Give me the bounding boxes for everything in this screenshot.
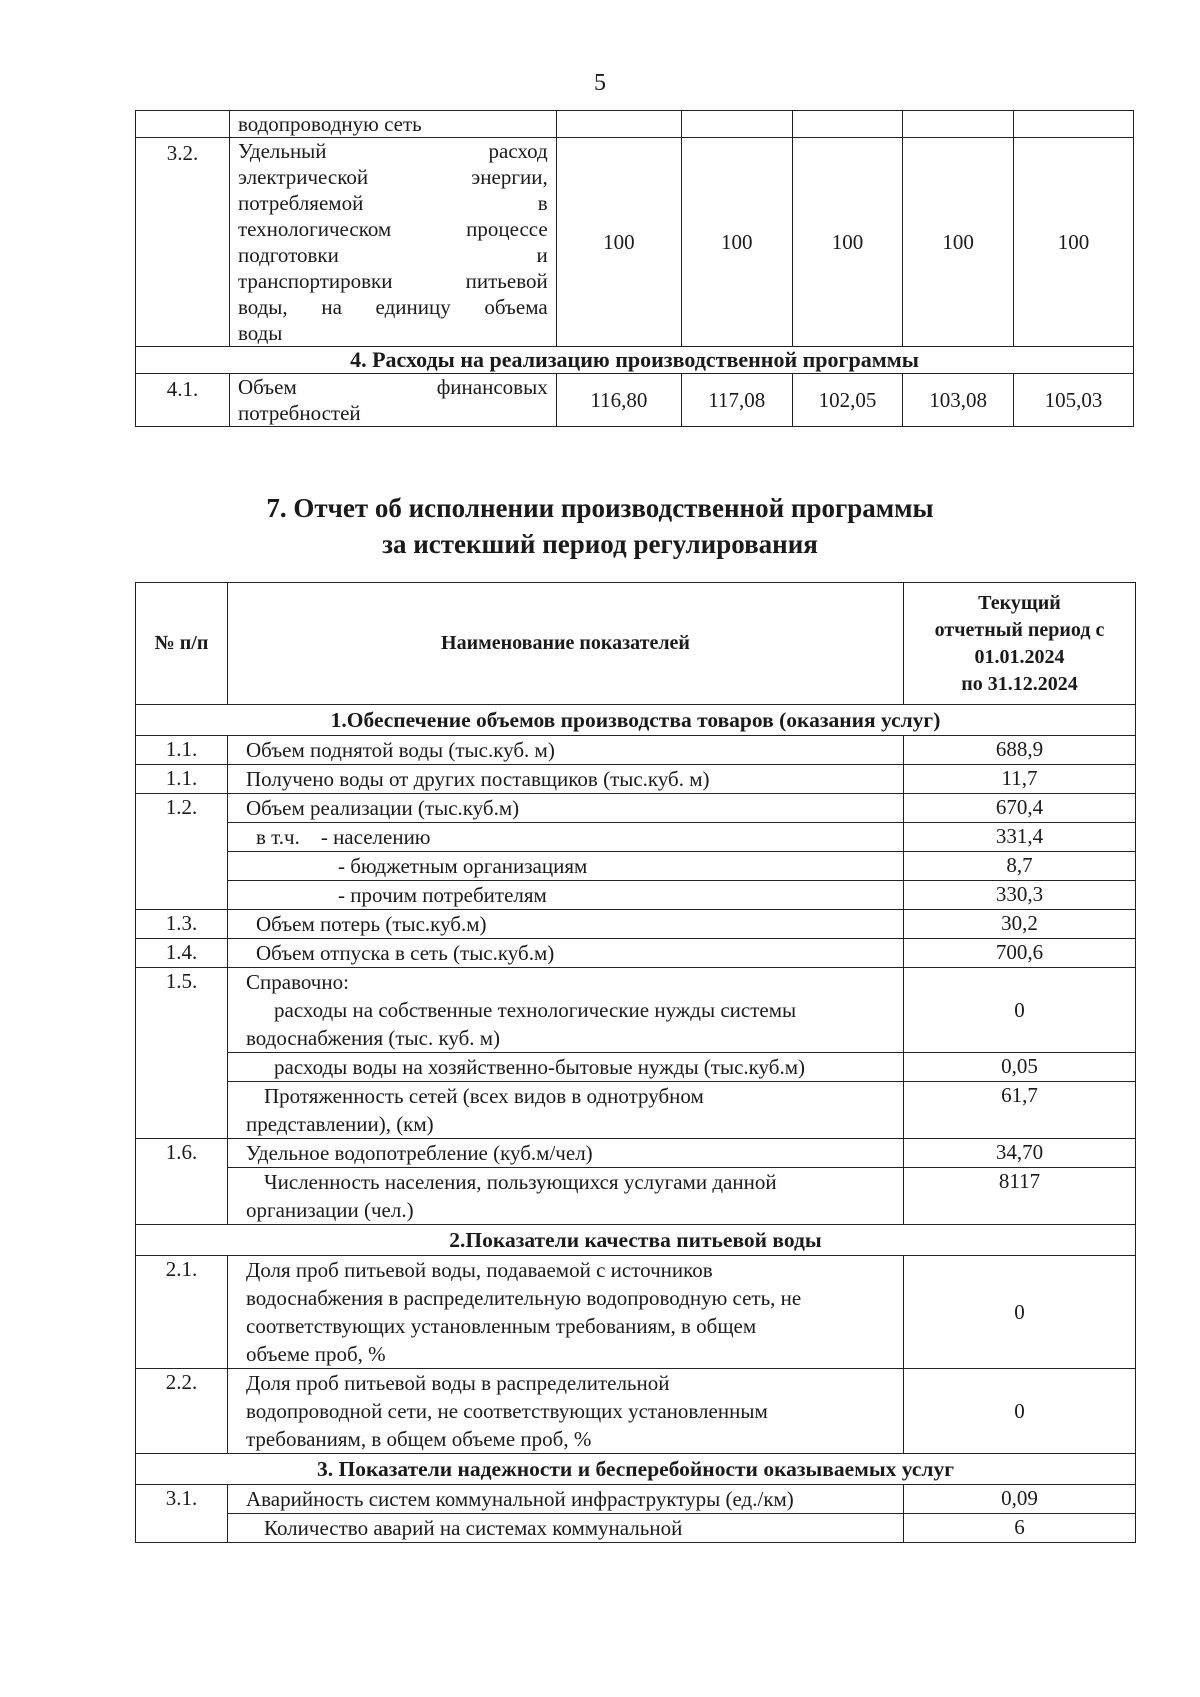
- row-number: 4.1.: [136, 374, 230, 427]
- header-name: Наименование показателей: [228, 583, 904, 705]
- value-cell: 0: [904, 1369, 1136, 1454]
- page-number: 5: [594, 70, 606, 96]
- header-number: № п/п: [136, 583, 228, 705]
- header-period: Текущий отчетный период с 01.01.2024 по 31.12.2024: [904, 583, 1136, 705]
- value-cell: 0: [904, 1256, 1136, 1369]
- row-name: Количество аварий на системах коммунальной: [228, 1514, 904, 1543]
- value-cell: 105,03: [1013, 374, 1133, 427]
- row-name: Доля проб питьевой воды в распределительной водопроводной сети, не соответствующих установленным требованиям, в общем объеме проб, %: [228, 1369, 904, 1454]
- row-name: Объем отпуска в сеть (тыс.куб.м): [228, 939, 904, 968]
- value-cell: 61,7: [904, 1082, 1136, 1139]
- table-row: [136, 1485, 1136, 1514]
- value-cell: 8,7: [904, 852, 1136, 881]
- row-name: - бюджетным организациям: [228, 852, 904, 881]
- table-row: [136, 374, 1134, 427]
- value-cell: 700,6: [904, 939, 1136, 968]
- section-row: [136, 347, 1134, 374]
- row-name: Объем реализации (тыс.куб.м): [228, 794, 904, 823]
- row-number: 1.2.: [136, 794, 228, 910]
- row-number: 1.1.: [136, 736, 228, 765]
- table-row: [136, 968, 1136, 1053]
- plan-indicators-table: [135, 110, 1134, 427]
- row-name: расходы воды на хозяйственно-бытовые нужды (тыс.куб.м): [228, 1053, 904, 1082]
- row-name: Удельное водопотребление (куб.м/чел): [228, 1139, 904, 1168]
- table-row: [136, 881, 1136, 910]
- table-row: [136, 910, 1136, 939]
- table-row: [136, 1139, 1136, 1168]
- row-number: 2.2.: [136, 1369, 228, 1454]
- table-row: [136, 1256, 1136, 1369]
- table-row: [136, 1514, 1136, 1543]
- table-row: [136, 1082, 1136, 1139]
- value-cell: 100: [681, 138, 792, 347]
- value-cell: 100: [792, 138, 903, 347]
- section-row: [136, 705, 1136, 736]
- row-number: 1.3.: [136, 910, 228, 939]
- section-heading: 4. Расходы на реализацию производственной программы: [136, 347, 1134, 374]
- table-row: [136, 736, 1136, 765]
- row-name: в т.ч. - населению: [228, 823, 904, 852]
- row-name: Справочно: расходы на собственные технологические нужды системы водоснабжения (тыс. куб. м): [228, 968, 904, 1053]
- value-cell: 100: [556, 138, 681, 347]
- value-cell: 102,05: [792, 374, 903, 427]
- section-row: [136, 1225, 1136, 1256]
- value-cell: 11,7: [904, 765, 1136, 794]
- table-row: [136, 939, 1136, 968]
- header-row: [136, 583, 1136, 705]
- table-row: [136, 1369, 1136, 1454]
- value-cell: 0,05: [904, 1053, 1136, 1082]
- table-row: [136, 111, 1134, 138]
- row-number: 2.1.: [136, 1256, 228, 1369]
- value-cell: 100: [1013, 138, 1133, 347]
- row-name: Получено воды от других поставщиков (тыс.куб. м): [228, 765, 904, 794]
- value-cell: 688,9: [904, 736, 1136, 765]
- value-cell: 8117: [904, 1168, 1136, 1225]
- table-row: [136, 823, 1136, 852]
- section-heading: 2.Показатели качества питьевой воды: [136, 1225, 1136, 1256]
- value-cell: 0: [904, 968, 1136, 1053]
- value-cell: 6: [904, 1514, 1136, 1543]
- row-name: Объем финансовых потребностей: [229, 374, 556, 427]
- row-number: 3.1.: [136, 1485, 228, 1543]
- value-cell: 100: [903, 138, 1014, 347]
- value-cell: 116,80: [556, 374, 681, 427]
- value-cell: 331,4: [904, 823, 1136, 852]
- row-name: Протяженность сетей (всех видов в однотрубном представлении), (км): [228, 1082, 904, 1139]
- value-cell: 670,4: [904, 794, 1136, 823]
- section-heading: 3. Показатели надежности и бесперебойности оказываемых услуг: [136, 1454, 1136, 1485]
- row-number: 1.5.: [136, 968, 228, 1139]
- row-number: 1.1.: [136, 765, 228, 794]
- row-name: Аварийность систем коммунальной инфраструктуры (ед./км): [228, 1485, 904, 1514]
- value-cell: 30,2: [904, 910, 1136, 939]
- table-row: [136, 1168, 1136, 1225]
- row-number: 1.6.: [136, 1139, 228, 1225]
- table-row: [136, 1053, 1136, 1082]
- row-name: Доля проб питьевой воды, подаваемой с источников водоснабжения в распределительную водопроводную сеть, не соответствующих установленным требованиям, в общем объеме проб, %: [228, 1256, 904, 1369]
- row-name: Численность населения, пользующихся услугами данной организации (чел.): [228, 1168, 904, 1225]
- row-name: Объем поднятой воды (тыс.куб. м): [228, 736, 904, 765]
- row-number: 1.4.: [136, 939, 228, 968]
- row-name: Удельный расход электрической энергии, потребляемой в технологическом процессе подготовки и транспортировки питьевой воды, на единицу объема воды: [229, 138, 556, 347]
- section-title: 7. Отчет об исполнении производственной программы за истекший период регулирования: [266, 493, 934, 559]
- value-cell: 0,09: [904, 1485, 1136, 1514]
- section-row: [136, 1454, 1136, 1485]
- table-row: [136, 765, 1136, 794]
- row-name: водопроводную сеть: [229, 111, 556, 138]
- row-name: - прочим потребителям: [228, 881, 904, 910]
- value-cell: 103,08: [903, 374, 1014, 427]
- table-row: [136, 138, 1134, 347]
- table-row: [136, 852, 1136, 881]
- row-name: Объем потерь (тыс.куб.м): [228, 910, 904, 939]
- value-cell: 330,3: [904, 881, 1136, 910]
- row-number: 3.2.: [136, 138, 230, 347]
- section-heading: 1.Обеспечение объемов производства товаров (оказания услуг): [136, 705, 1136, 736]
- report-table: [135, 582, 1136, 1543]
- value-cell: 117,08: [681, 374, 792, 427]
- table-row: [136, 794, 1136, 823]
- value-cell: 34,70: [904, 1139, 1136, 1168]
